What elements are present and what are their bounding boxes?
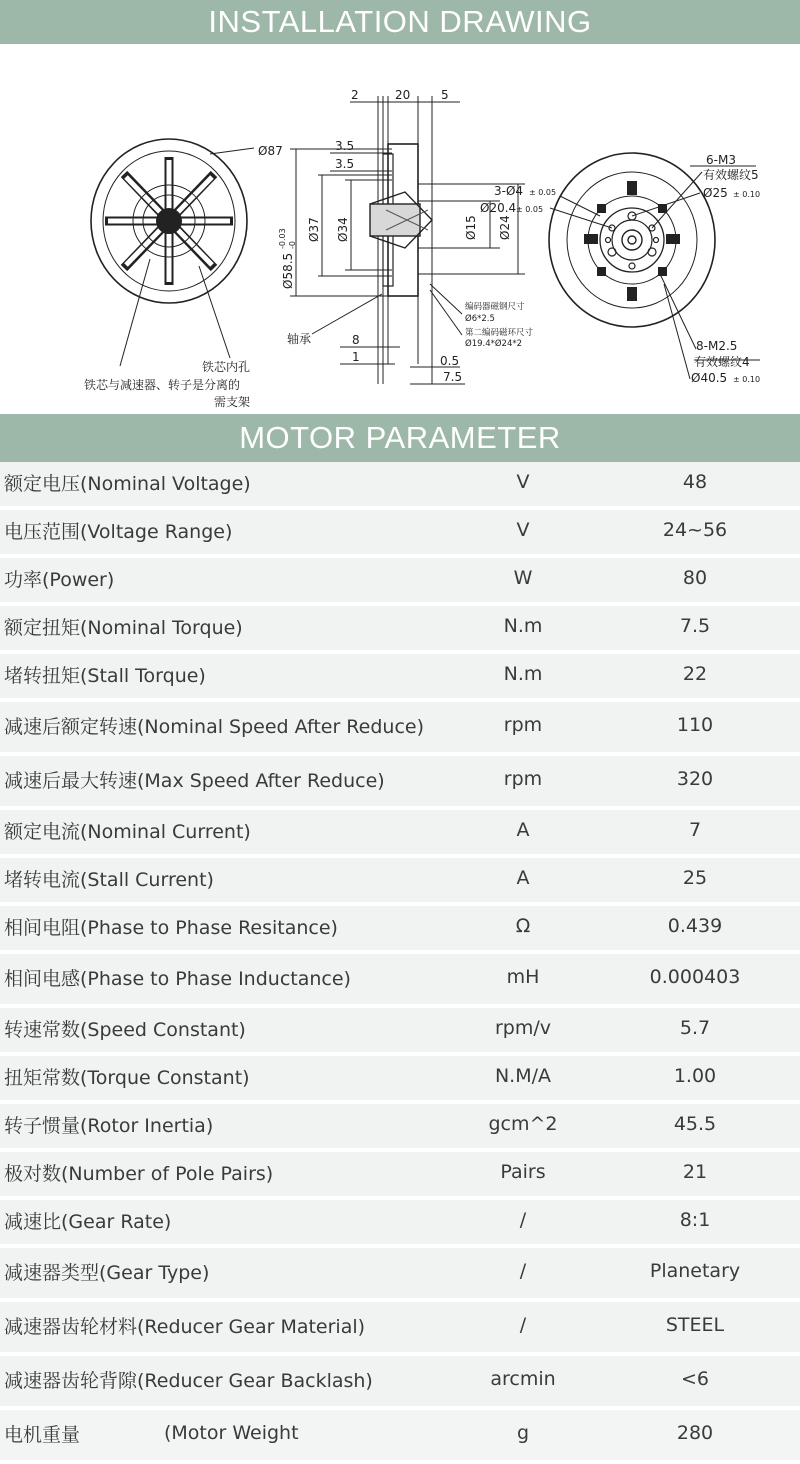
dim-0-5: 0.5	[440, 354, 460, 368]
param-name: 转速常数(Speed Constant)	[4, 1018, 246, 1041]
table-row	[0, 558, 800, 606]
note-encoder-ring-size: Ø19.4*Ø24*2	[465, 339, 523, 349]
table-row	[0, 1248, 800, 1302]
param-unit: V	[516, 519, 530, 541]
dim-d37: Ø37	[307, 217, 321, 242]
dim-d58-5-tol-upper: -0.03	[278, 228, 287, 249]
note-encoder-ring: 第二编码磁环尺寸	[465, 328, 534, 338]
param-unit: arcmin	[490, 1368, 556, 1390]
dim-d20-4-tol: ± 0.05	[516, 205, 544, 214]
table-row	[0, 1302, 800, 1356]
table-row	[0, 606, 800, 654]
drawing-svg	[0, 44, 800, 410]
param-value: 8:1	[679, 1209, 711, 1231]
note-core-hole: 铁芯内孔	[202, 360, 251, 374]
note-encoder-magnet: 编码器磁钢尺寸	[465, 302, 525, 312]
param-unit: /	[519, 1209, 527, 1231]
param-unit: A	[516, 867, 530, 889]
param-name-cn: 电机重量	[4, 1423, 81, 1446]
table-row	[0, 702, 800, 756]
param-unit: Ω	[515, 915, 531, 937]
dim-1: 1	[352, 350, 360, 364]
param-name: 减速后额定转速(Nominal Speed After Reduce)	[4, 715, 424, 738]
dim-d15: Ø15	[464, 215, 478, 240]
table-row	[0, 1008, 800, 1056]
param-unit: A	[516, 819, 530, 841]
param-name: 减速器类型(Gear Type)	[4, 1261, 210, 1284]
note-separate-line2: 需支架	[214, 395, 251, 409]
param-value: 110	[676, 714, 714, 736]
param-name: 堵转电流(Stall Current)	[4, 868, 214, 891]
param-unit: V	[516, 471, 530, 493]
param-name: 相间电感(Phase to Phase Inductance)	[4, 967, 351, 990]
motor-parameter-banner	[0, 414, 800, 462]
table-row	[0, 654, 800, 702]
param-name: 扭矩常数(Torque Constant)	[4, 1066, 250, 1089]
param-value: 7.5	[679, 615, 711, 637]
dim-d40-5-tol: ± 0.10	[733, 375, 761, 384]
param-value: STEEL	[665, 1314, 725, 1336]
param-unit: rpm	[503, 768, 543, 790]
param-name: 额定电流(Nominal Current)	[4, 820, 251, 843]
note-encoder-magnet-size: Ø6*2.5	[465, 314, 495, 324]
table-row	[0, 462, 800, 510]
dim-6-m3-depth: 有效螺纹5	[703, 168, 759, 182]
table-row	[0, 510, 800, 558]
table-row	[0, 1104, 800, 1152]
dim-d24: Ø24	[498, 215, 512, 240]
installation-drawing-banner	[0, 0, 800, 44]
param-name: 转子惯量(Rotor Inertia)	[4, 1114, 214, 1137]
param-name: 极对数(Number of Pole Pairs)	[4, 1162, 274, 1185]
table-row	[0, 1152, 800, 1200]
note-separate-line1: 铁芯与减速器、转子是分离的	[84, 378, 241, 392]
dim-3-5-b: 3.5	[335, 157, 355, 171]
param-value: 48	[682, 471, 708, 493]
param-unit: W	[513, 567, 533, 589]
param-name: 堵转扭矩(Stall Torque)	[4, 664, 206, 687]
dim-8: 8	[352, 333, 360, 347]
param-unit: N.m	[503, 615, 543, 637]
param-value: 45.5	[673, 1113, 717, 1135]
param-value: 5.7	[679, 1017, 711, 1039]
param-unit: rpm/v	[494, 1017, 552, 1039]
dim-d25: Ø25	[703, 186, 728, 200]
table-row	[0, 810, 800, 858]
param-name: 额定电压(Nominal Voltage)	[4, 472, 251, 495]
table-row	[0, 906, 800, 954]
param-value: 0.439	[667, 915, 723, 937]
param-name: 减速器齿轮材料(Reducer Gear Material)	[4, 1315, 366, 1338]
param-name: 减速后最大转速(Max Speed After Reduce)	[4, 769, 385, 792]
param-unit: N.m	[503, 663, 543, 685]
dim-top-20: 20	[395, 88, 411, 102]
param-name: 功率(Power)	[4, 568, 115, 591]
dim-7-5: 7.5	[443, 370, 463, 384]
dim-d87: Ø87	[258, 144, 283, 158]
param-unit: /	[519, 1314, 527, 1336]
param-value: 280	[676, 1422, 714, 1444]
param-name: 额定扭矩(Nominal Torque)	[4, 616, 243, 639]
table-row	[0, 1200, 800, 1248]
param-value: 24~56	[662, 519, 728, 541]
dim-d58-5-tol-lower: -0	[288, 241, 297, 249]
param-unit: rpm	[503, 714, 543, 736]
param-unit: Pairs	[500, 1161, 546, 1183]
param-name: 电压范围(Voltage Range)	[4, 520, 233, 543]
param-value: 320	[676, 768, 714, 790]
param-unit: gcm^2	[488, 1113, 558, 1135]
dim-d58-5: Ø58.5	[281, 252, 295, 289]
param-name: 减速器齿轮背隙(Reducer Gear Backlash)	[4, 1369, 373, 1392]
dim-d25-tol: ± 0.10	[733, 190, 761, 199]
param-name	[4, 1410, 299, 1456]
table-row-motor-weight	[0, 1410, 800, 1464]
installation-drawing	[0, 44, 800, 410]
param-unit: /	[519, 1260, 527, 1282]
param-value: 25	[682, 867, 708, 889]
table-row	[0, 954, 800, 1008]
label-bearing: 轴承	[287, 332, 312, 346]
dim-top-5: 5	[441, 88, 449, 102]
param-value: Planetary	[649, 1260, 741, 1282]
table-row	[0, 1356, 800, 1410]
table-row	[0, 858, 800, 906]
left-view	[91, 139, 254, 366]
table-row	[0, 756, 800, 810]
param-value: 80	[682, 567, 708, 589]
dim-d34: Ø34	[336, 217, 350, 242]
dim-6-m3: 6-M3	[706, 153, 736, 167]
param-value: 21	[682, 1161, 708, 1183]
dim-3-d4: 3-Ø4	[494, 184, 524, 198]
param-value: 22	[682, 663, 708, 685]
param-value: <6	[680, 1368, 709, 1390]
param-unit: N.M/A	[494, 1065, 552, 1087]
dim-8-m2-5: 8-M2.5	[696, 339, 738, 353]
param-value: 7	[688, 819, 702, 841]
dim-3-5-a: 3.5	[335, 139, 355, 153]
dim-3-d4-tol: ± 0.05	[529, 188, 557, 197]
parameter-table	[0, 462, 800, 1464]
dim-top-2: 2	[351, 88, 359, 102]
param-name: 相间电阻(Phase to Phase Resitance)	[4, 916, 338, 939]
param-value: 0.000403	[649, 966, 741, 988]
installation-drawing-title: INSTALLATION DRAWING	[208, 4, 592, 39]
dim-d40-5: Ø40.5	[691, 371, 728, 385]
param-value: 1.00	[673, 1065, 717, 1087]
dim-d20-4: Ø20.4	[480, 201, 517, 215]
param-unit: mH	[506, 966, 540, 988]
param-name-en: (Motor Weight	[164, 1422, 299, 1444]
dim-8-m2-5-depth: 有效螺纹4	[694, 355, 750, 369]
param-name: 减速比(Gear Rate)	[4, 1210, 172, 1233]
param-unit: g	[516, 1422, 530, 1444]
table-row	[0, 1056, 800, 1104]
motor-parameter-title: MOTOR PARAMETER	[239, 420, 561, 455]
